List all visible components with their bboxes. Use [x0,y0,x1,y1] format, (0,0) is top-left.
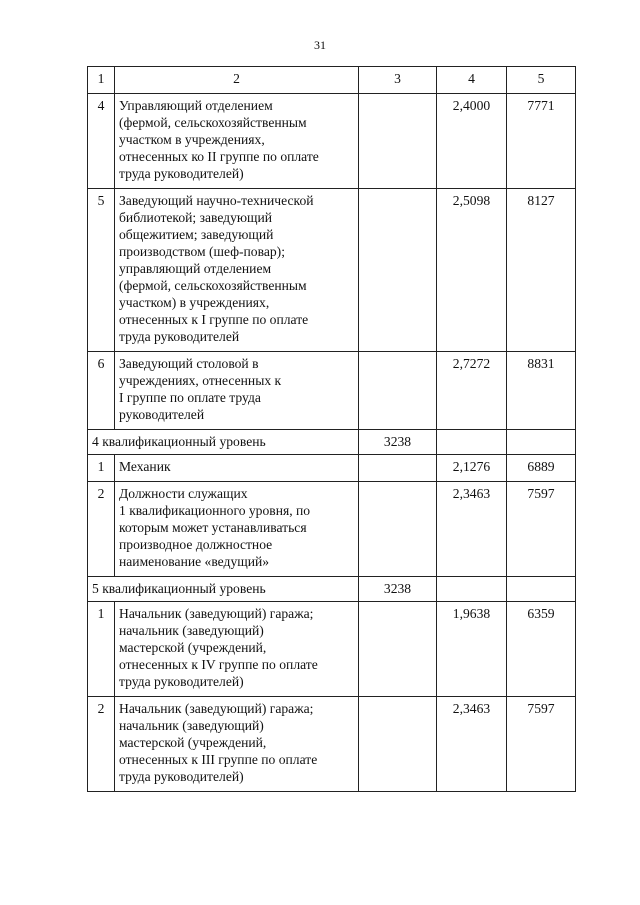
position-name-cell: Заведующий столовой в учреждениях, отнесенных к I группе по оплате труда руководителей [115,352,359,430]
salary-table [87,66,576,792]
table-row [88,482,576,577]
salary-cell: 8127 [507,189,576,352]
qualification-level-label: 5 квалификационный уровень [88,577,359,602]
position-name-cell: Должности служащих 1 квалификационного уровня, по которым может устанавливаться производное должностное наименование «ведущий» [115,482,359,577]
empty-cell [507,430,576,455]
header-cell-3: 3 [359,67,437,94]
table-row [88,94,576,189]
row-number-cell: 2 [88,697,115,792]
salary-cell: 8831 [507,352,576,430]
base-salary-cell [359,602,437,697]
header-cell-5: 5 [507,67,576,94]
header-cell-4: 4 [437,67,507,94]
salary-cell: 6359 [507,602,576,697]
base-salary-cell [359,455,437,482]
coefficient-cell: 1,9638 [437,602,507,697]
base-salary-cell [359,482,437,577]
table-row [88,697,576,792]
base-salary-cell [359,352,437,430]
table-body [88,67,576,792]
row-number-cell: 5 [88,189,115,352]
qualification-level-label: 4 квалификационный уровень [88,430,359,455]
salary-cell: 7771 [507,94,576,189]
position-name-cell: Механик [115,455,359,482]
base-salary-cell [359,697,437,792]
position-name-cell: Управляющий отделением (фермой, сельскохозяйственным участком в учреждениях, отнесенных ко II группе по оплате труда руководителей) [115,94,359,189]
empty-cell [437,577,507,602]
row-number-cell: 2 [88,482,115,577]
table-row [88,602,576,697]
base-salary-cell: 3238 [359,577,437,602]
header-cell-1: 1 [88,67,115,94]
coefficient-cell: 2,4000 [437,94,507,189]
salary-cell: 7597 [507,482,576,577]
table-row [88,189,576,352]
base-salary-cell: 3238 [359,430,437,455]
qualification-level-row [88,577,576,602]
coefficient-cell: 2,3463 [437,482,507,577]
base-salary-cell [359,94,437,189]
position-name-cell: Начальник (заведующий) гаража; начальник (заведующий) мастерской (учреждений, отнесенных к III группе по оплате труда руководителей) [115,697,359,792]
page-number: 31 [314,38,326,52]
table-header-row [88,67,576,94]
empty-cell [507,577,576,602]
header-cell-2: 2 [115,67,359,94]
salary-cell: 7597 [507,697,576,792]
coefficient-cell: 2,7272 [437,352,507,430]
table-row [88,455,576,482]
coefficient-cell: 2,5098 [437,189,507,352]
table-row [88,352,576,430]
row-number-cell: 1 [88,602,115,697]
position-name-cell: Заведующий научно-технической библиотекой; заведующий общежитием; заведующий производством (шеф-повар); управляющий отделением (фермой, сельскохозяйственным участком) в учреждениях, отнесенных к I группе по оплате труда руководителей [115,189,359,352]
row-number-cell: 1 [88,455,115,482]
row-number-cell: 4 [88,94,115,189]
base-salary-cell [359,189,437,352]
coefficient-cell: 2,1276 [437,455,507,482]
coefficient-cell: 2,3463 [437,697,507,792]
empty-cell [437,430,507,455]
row-number-cell: 6 [88,352,115,430]
salary-cell: 6889 [507,455,576,482]
position-name-cell: Начальник (заведующий) гаража; начальник (заведующий) мастерской (учреждений, отнесенных к IV группе по оплате труда руководителей) [115,602,359,697]
qualification-level-row [88,430,576,455]
